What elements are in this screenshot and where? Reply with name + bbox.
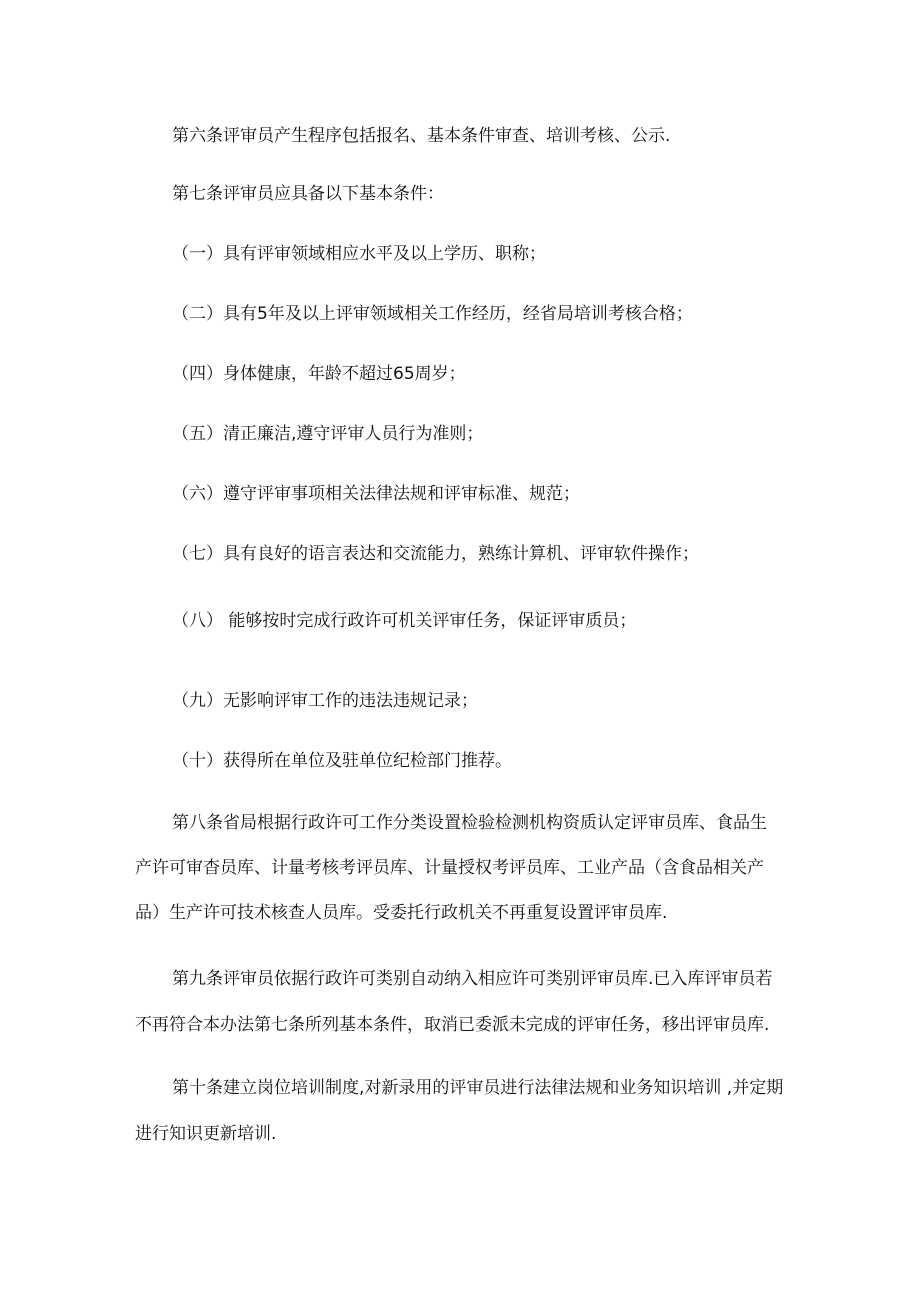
condition-2: （二）具有5年及以上评审领域相关工作经历，经省局培训考核合格； <box>172 304 693 324</box>
article-8-line-1: 第八条省局根据行政许可工作分类设置检验检测机构资质认定评审员库、食品生 <box>172 813 767 833</box>
article-9-line-1: 第九条评审员依据行政许可类别自动纳入相应许可类别评审员库.已入库评审员若 <box>172 969 773 989</box>
condition-10: （十）获得所在单位及驻单位纪检部门推荐。 <box>172 751 512 771</box>
article-9-line-2: 不再符合本办法第七条所列基本条件，取消已委派未完成的评审任务，移出评审员库. <box>135 1015 770 1035</box>
article-6: 第六条评审员产生程序包括报名、基本条件审查、培训考核、公示. <box>172 126 671 146</box>
condition-5: （五）清正廉洁,遵守评审人员行为准则； <box>172 424 484 444</box>
article-7-heading: 第七条评审员应具备以下基本条件： <box>172 184 444 204</box>
condition-1: （一）具有评审领域相应水平及以上学历、职称； <box>172 244 546 264</box>
article-10-line-1: 第十条建立岗位培训制度,对新录用的评审员进行法律法规和业务知识培训 ,并定期 <box>172 1078 784 1098</box>
article-10-line-2: 进行知识更新培训. <box>135 1124 277 1144</box>
condition-8: （八） 能够按时完成行政许可机关评审任务，保证评审质员； <box>172 611 637 631</box>
condition-6: （六）遵守评审事项相关法律法规和评审标准、规范； <box>172 484 580 504</box>
condition-9: （九）无影响评审工作的违法违规记录； <box>172 691 478 711</box>
condition-4: （四）身体健康，年龄不超过65周岁； <box>172 364 466 384</box>
article-8-line-2: 产许可审杳员库、计量考核考评员库、计量授权考评员库、工业产品（含食品相关产 <box>135 858 764 878</box>
article-8-line-3: 品）生产许可技术核查人员库。受委托行政机关不再重复设置评审员库. <box>135 903 668 923</box>
condition-7: （七）具有良好的语言表达和交流能力，熟练计算机、评审软件操作； <box>172 544 699 564</box>
